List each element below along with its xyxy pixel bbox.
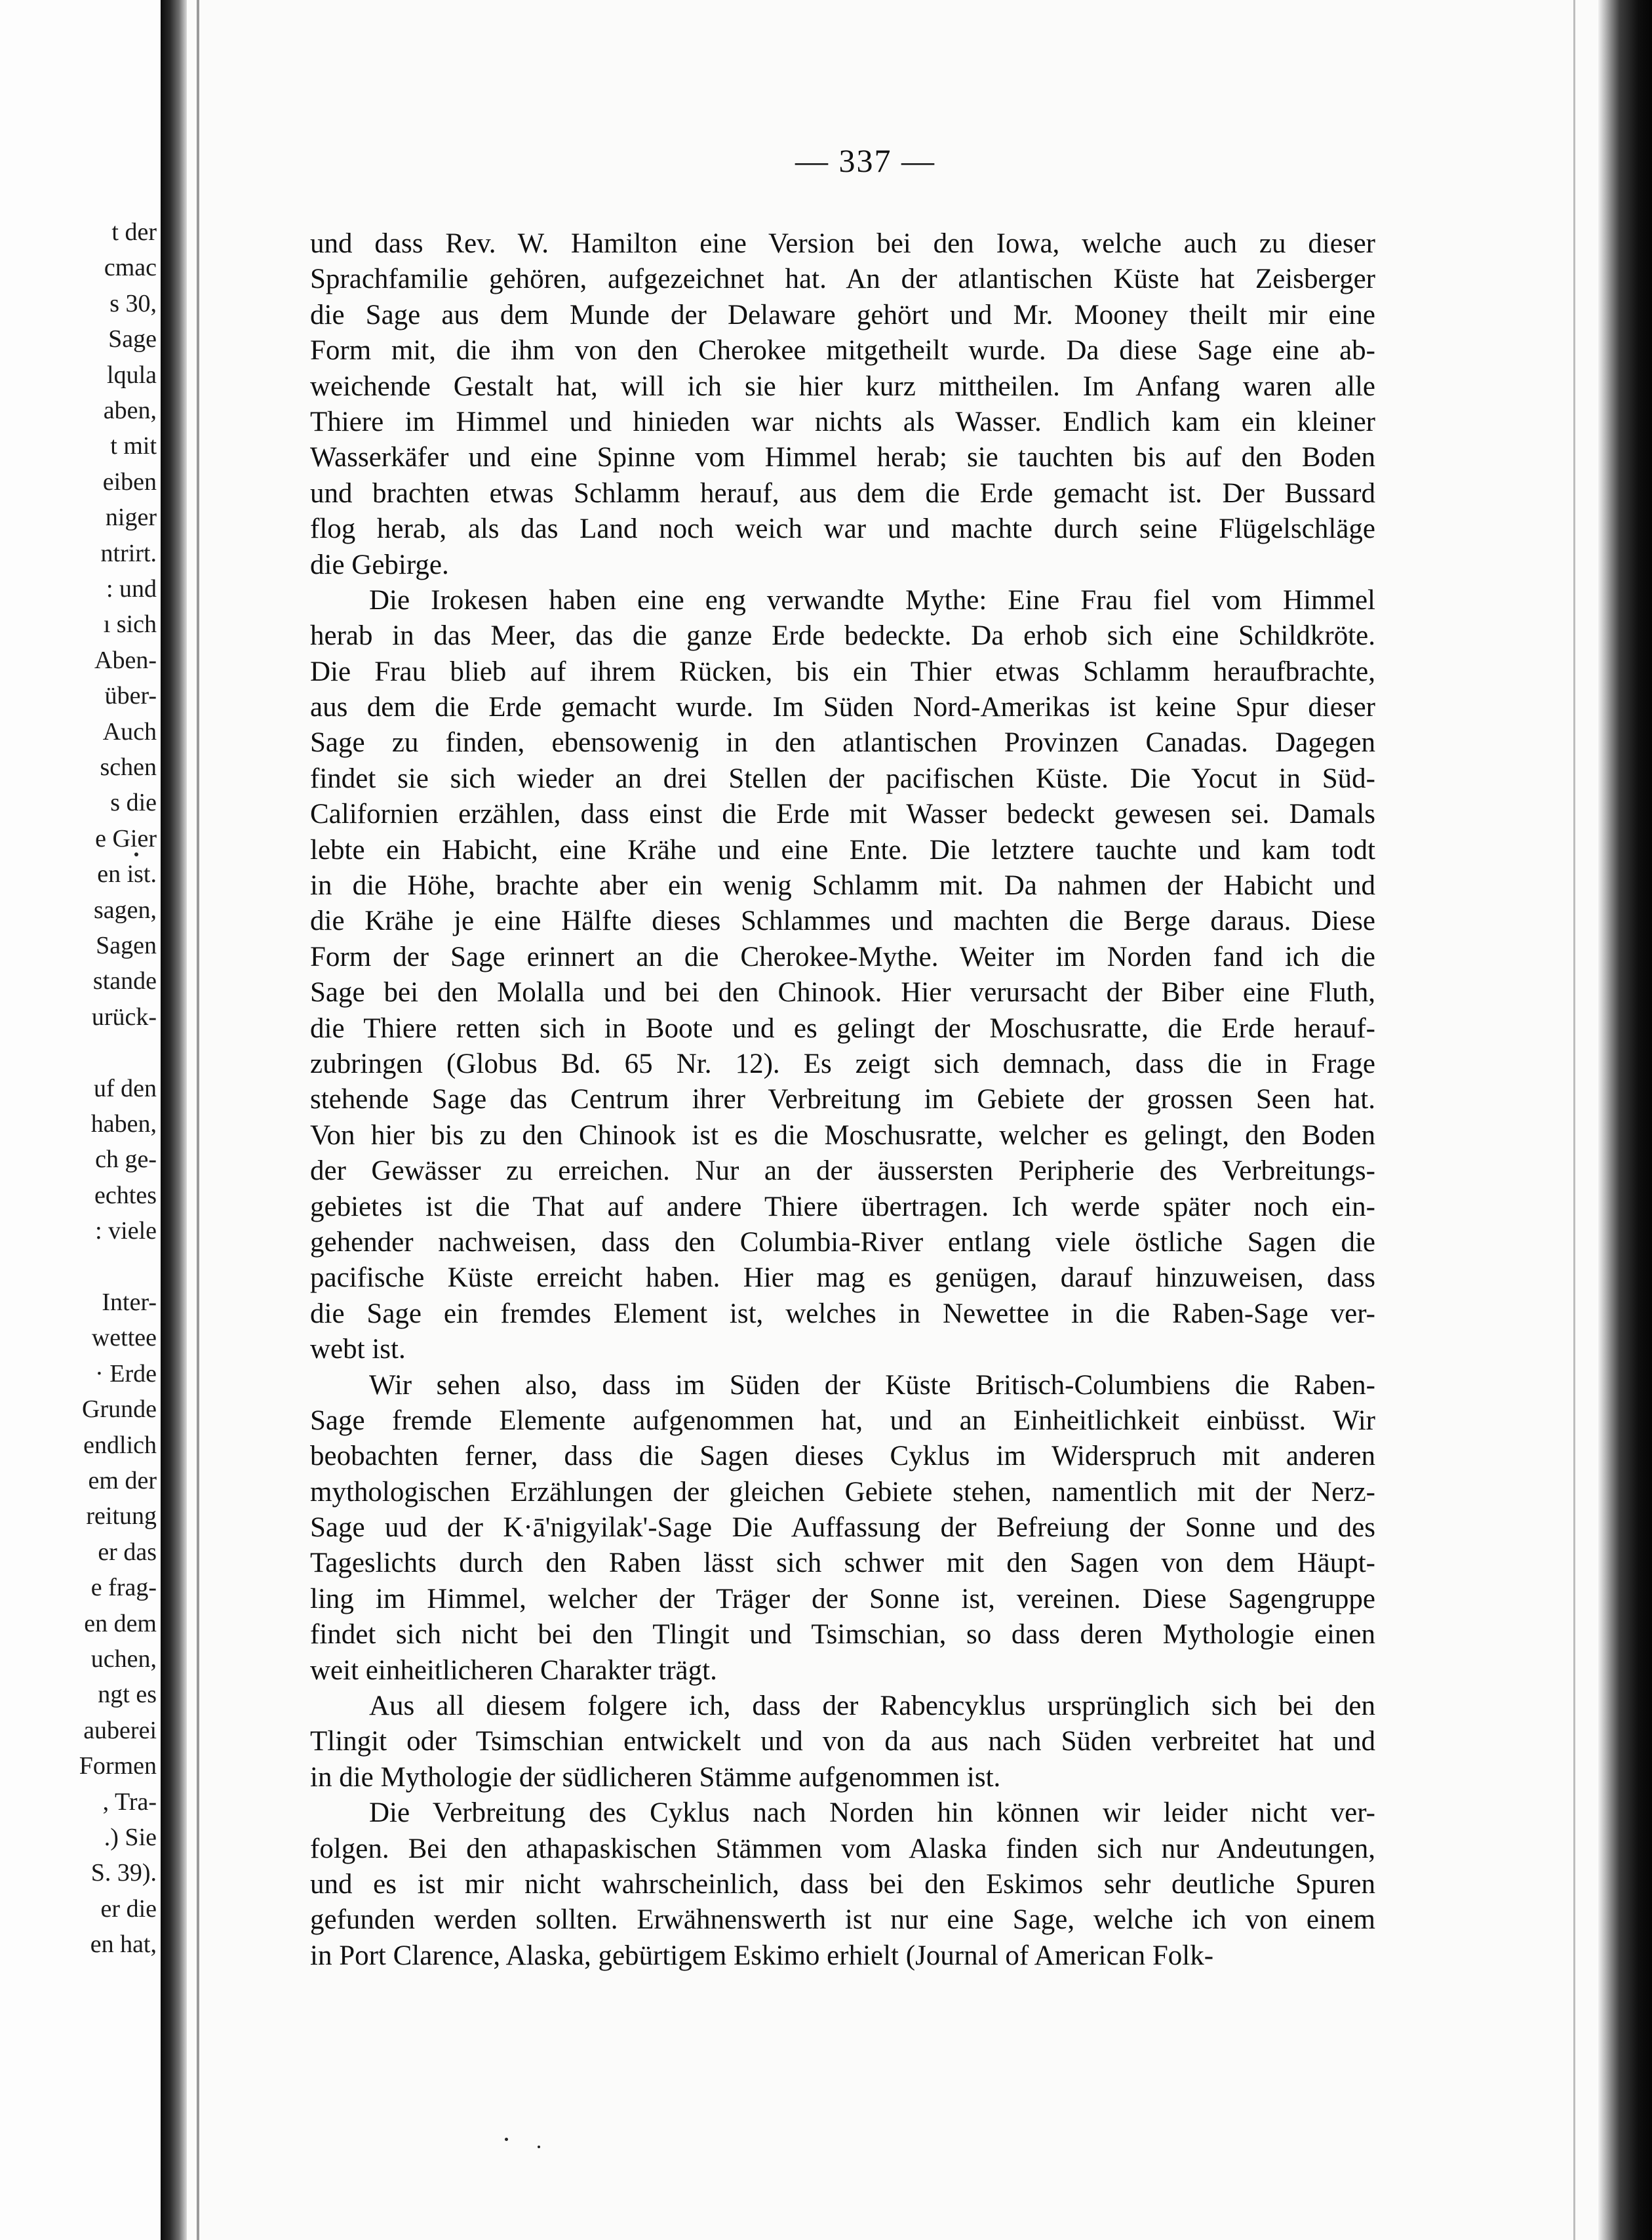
facing-page-line: lqula [107, 361, 157, 389]
scan-speck [134, 852, 138, 856]
paragraph [310, 1689, 1375, 1795]
facing-page-line: uchen, [90, 1645, 157, 1673]
text-line: mythologischen Erzählungen der gleichen Gebiete stehen, namentlich mit der Nerz- [310, 1476, 1375, 1508]
paragraph [310, 1795, 1375, 1974]
facing-page-line: Sagen [96, 932, 157, 959]
facing-page-line: s 30, [109, 289, 157, 317]
text-line: herab in das Meer, das die ganze Erde bedeckte. Da erhob sich eine Schildkröte. [310, 620, 1375, 652]
paragraph [310, 1368, 1375, 1689]
body-text [310, 226, 1375, 1974]
paragraph [310, 583, 1375, 1368]
facing-page-line: reitung [86, 1502, 157, 1530]
text-line: zubringen (Globus Bd. 65 Nr. 12). Es zeigt sich demnach, dass die in Frage [310, 1048, 1375, 1079]
text-line: in die Mythologie der südlicheren Stämme aufgenommen ist. [310, 1761, 1001, 1793]
text-line: findet sich nicht bei den Tlingit und Tsimschian, so dass deren Mythologie einen [310, 1619, 1375, 1650]
text-line: und es ist mir nicht wahrscheinlich, dass bei den Eskimos sehr deutliche Spuren [310, 1868, 1375, 1900]
facing-page-line: schen [100, 753, 157, 781]
text-line: folgen. Bei den athapaskischen Stämmen vom Alaska finden sich nur Andeutungen, [310, 1833, 1375, 1864]
text-line: Sage zu finden, ebensowenig in den atlantischen Provinzen Canadas. Dagegen [310, 727, 1375, 759]
text-line: Die Irokesen haben eine eng verwandte Mythe: Eine Frau fiel vom Himmel [369, 584, 1375, 616]
facing-page-line: S. 39). [90, 1859, 157, 1887]
text-line: Form der Sage erinnert an die Cherokee-Mythe. Weiter im Norden fand ich die [310, 941, 1375, 972]
text-line: webt ist. [310, 1334, 406, 1365]
facing-page-line: ngt es [98, 1681, 157, 1709]
text-line: die Sage aus dem Munde der Delaware gehört und Mr. Mooney theilt mir eine [310, 299, 1375, 330]
text-line: die Krähe je eine Hälfte dieses Schlammes und machten die Berge daraus. Diese [310, 906, 1375, 937]
facing-page-line: wettee [91, 1324, 157, 1352]
facing-page-line: Formen [79, 1752, 157, 1780]
paragraph [310, 226, 1375, 583]
text-line: Form mit, die ihm von den Cherokee mitgetheilt wurde. Da diese Sage eine ab- [310, 335, 1375, 367]
text-line: beobachten ferner, dass die Sagen dieses Cyklus im Widerspruch mit anderen [310, 1441, 1375, 1472]
facing-page-line: : viele [95, 1217, 157, 1245]
facing-page-line: endlich [83, 1431, 157, 1459]
text-line: Sage uud der K·ā'nigyilak'-Sage Die Auffassung der Befreiung der Sonne und des [310, 1512, 1375, 1544]
facing-page-line: niger [105, 504, 157, 532]
facing-page-line: Auch [102, 717, 157, 746]
text-line: und brachten etwas Schlamm herauf, aus dem die Erde gemacht ist. Der Bussard [310, 477, 1375, 509]
text-line: lebte ein Habicht, eine Krähe und eine Ente. Die letztere tauchte und kam todt [310, 834, 1375, 866]
text-line: die Thiere retten sich in Boote und es gelingt der Moschusratte, die Erde herauf- [310, 1012, 1375, 1044]
facing-page-line: en dem [84, 1609, 157, 1637]
book-right-edge [1598, 0, 1652, 2240]
text-line: Aus all diesem folgere ich, dass der Rabencyklus ursprünglich sich bei den [369, 1690, 1375, 1722]
text-line: Californien erzählen, dass einst die Erde mit Wasser bedeckt gewesen sei. Damals [310, 799, 1375, 830]
text-line: Thiere im Himmel und hinieden war nichts als Wasser. Endlich kam ein kleiner [310, 406, 1375, 437]
facing-page-line: .) Sie [104, 1824, 157, 1851]
gutter-edge-line [197, 0, 199, 2240]
text-line: der Gewässer zu erreichen. Nur an der äussersten Peripherie des Verbreitungs- [310, 1155, 1375, 1187]
facing-page-fragment [0, 0, 161, 2240]
text-line: Von hier bis zu den Chinook ist es die Moschusratte, welcher es gelingt, den Boden [310, 1119, 1375, 1151]
facing-page-line: cmac [104, 254, 157, 282]
facing-page-line: echtes [94, 1181, 157, 1209]
facing-page-line: auberei [83, 1716, 157, 1744]
text-line: findet sie sich wieder an drei Stellen der pacifischen Küste. Die Yocut in Süd- [310, 763, 1375, 794]
facing-page-line: e Gier [95, 824, 157, 852]
facing-page-line: t der [111, 218, 157, 246]
text-line: die Gebirge. [310, 549, 449, 580]
facing-page-line: ch ge- [95, 1146, 157, 1174]
facing-page-line: über- [104, 682, 157, 710]
facing-page-line: Sage [108, 325, 157, 353]
text-line: gebietes ist die That auf andere Thiere übertragen. Ich werde später noch ein- [310, 1191, 1375, 1222]
facing-page-line: eiben [102, 468, 157, 496]
facing-page-line: ntrirt. [100, 539, 157, 567]
text-line: ling im Himmel, welcher der Träger der Sonne ist, vereinen. Diese Sagengruppe [310, 1583, 1375, 1614]
facing-page-line: : und [106, 575, 157, 603]
scan-speck [505, 2138, 508, 2141]
facing-page-line: em der [88, 1467, 157, 1494]
text-line: die Sage ein fremdes Element ist, welches in Newettee in die Raben-Sage ver- [310, 1298, 1375, 1329]
facing-page-line: uf den [93, 1074, 157, 1102]
facing-page-line: aben, [103, 397, 157, 424]
facing-page-line: , Tra- [102, 1788, 157, 1816]
facing-page-line: en ist. [97, 860, 157, 889]
facing-page-line: sagen, [93, 896, 157, 924]
facing-page-line: er die [100, 1894, 157, 1923]
text-line: Die Frau blieb auf ihrem Rücken, bis ein Thier etwas Schlamm heraufbrachte, [310, 656, 1375, 687]
text-line: gefunden werden sollten. Erwähnenswerth ist nur eine Sage, welche ich von einem [310, 1904, 1375, 1936]
facing-page-line: er das [98, 1538, 157, 1566]
facing-page-line: t mit [110, 432, 157, 460]
text-line: flog herab, als das Land noch weich war und machte durch seine Flügelschläge [310, 513, 1375, 545]
text-line: stehende Sage das Centrum ihrer Verbreitung im Gebiete der grossen Seen hat. [310, 1084, 1375, 1115]
facing-page-line: urück- [91, 1003, 157, 1031]
text-line: Die Verbreitung des Cyklus nach Norden hin können wir leider nicht ver- [369, 1797, 1375, 1829]
facing-page-line: Grunde [82, 1395, 157, 1424]
facing-page-line: · Erde [95, 1359, 157, 1388]
text-line: in die Höhe, brachte aber ein wenig Schlamm mit. Da nahmen der Habicht und [310, 870, 1375, 902]
text-line: Tageslichts durch den Raben lässt sich schwer mit den Sagen von dem Häupt- [310, 1548, 1375, 1579]
text-line: Tlingit oder Tsimschian entwickelt und von da aus nach Süden verbreitet hat und [310, 1726, 1375, 1757]
text-line: weichende Gestalt hat, will ich sie hier kurz mittheilen. Im Anfang waren alle [310, 370, 1375, 402]
facing-page-line: s die [110, 789, 157, 817]
facing-page-line: Inter- [102, 1289, 157, 1316]
facing-page-line: e frag- [90, 1574, 157, 1602]
text-line: Wasserkäfer und eine Spinne vom Himmel herab; sie tauchten bis auf den Boden [310, 442, 1375, 473]
text-line: aus dem die Erde gemacht wurde. Im Süden Nord-Amerikas ist keine Spur dieser [310, 692, 1375, 723]
scan-speck [538, 2146, 540, 2148]
page-edge-line [1573, 0, 1575, 2240]
text-line: in Port Clarence, Alaska, gebürtigem Eskimo erhielt (Journal of American Folk- [310, 1940, 1214, 1971]
facing-page-line: haben, [90, 1110, 157, 1138]
facing-page-line: en hat, [90, 1930, 157, 1959]
text-line: Sprachfamilie gehören, aufgezeichnet hat. An der atlantischen Küste hat Zeisberger [310, 264, 1375, 295]
text-line: Sage bei den Molalla und bei den Chinook. Hier verursacht der Biber eine Fluth, [310, 977, 1375, 1009]
facing-page-line: ı sich [103, 610, 157, 639]
text-line: Wir sehen also, dass im Süden der Küste Britisch-Columbiens die Raben- [369, 1369, 1375, 1401]
page-number: — 337 — [795, 142, 935, 179]
facing-page-line: Aben- [94, 646, 157, 674]
text-line: weit einheitlicheren Charakter trägt. [310, 1654, 717, 1686]
text-line: Sage fremde Elemente aufgenommen hat, und an Einheitlichkeit einbüsst. Wir [310, 1405, 1375, 1436]
text-line: pacifische Küste erreicht haben. Hier mag es genügen, darauf hinzuweisen, dass [310, 1262, 1375, 1294]
facing-page-line: stande [92, 967, 157, 995]
text-line: gehender nachweisen, dass den Columbia-River entlang viele östliche Sagen die [310, 1226, 1375, 1258]
book-gutter [161, 0, 187, 2240]
text-line: und dass Rev. W. Hamilton eine Version bei den Iowa, welche auch zu dieser [310, 228, 1375, 259]
